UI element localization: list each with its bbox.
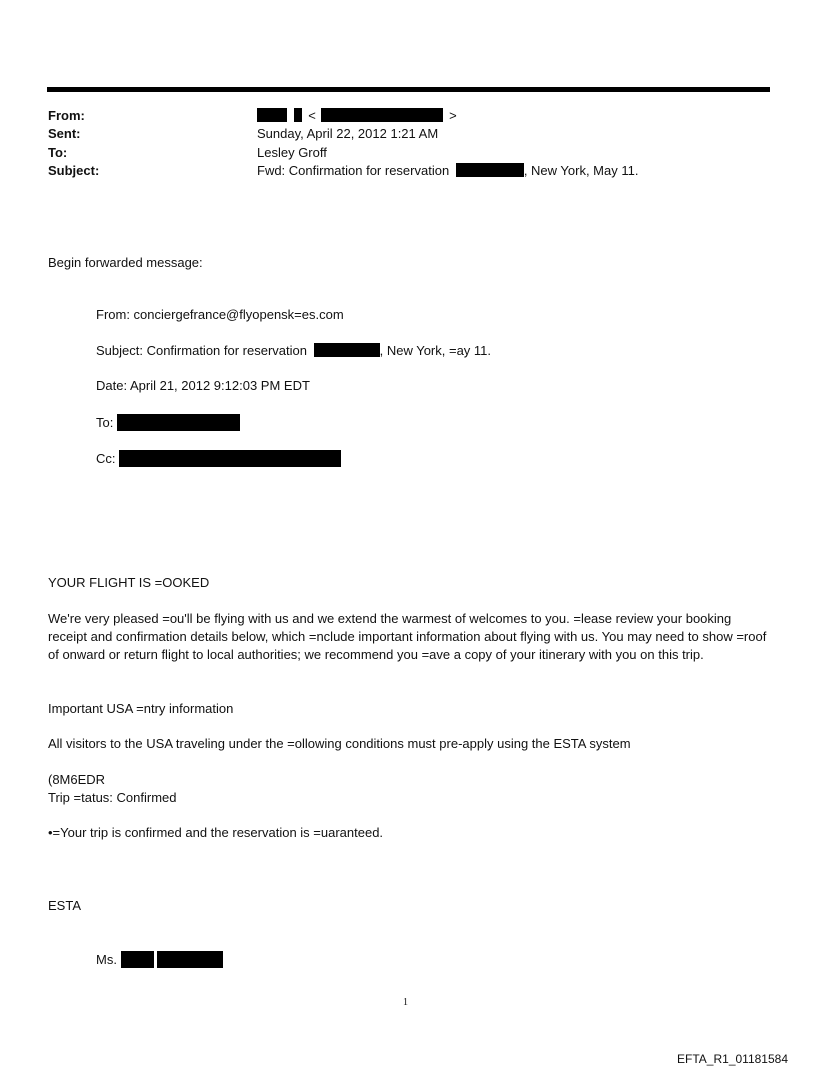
sent-value: Sunday, April 22, 2012 1:21 AM	[257, 126, 439, 141]
redaction-bar	[157, 951, 223, 968]
important-info: Important USA =ntry information	[48, 701, 234, 716]
redaction-bar	[121, 951, 154, 968]
fwd-cc-label: Cc:	[96, 451, 116, 466]
from-lt: <	[308, 108, 316, 123]
fwd-subject-prefix: Subject: Confirmation for reservation	[96, 343, 307, 358]
redaction-bar	[314, 343, 380, 357]
redaction-bar	[321, 108, 443, 122]
fwd-from: From: conciergefrance@flyopensk=es.com	[96, 307, 344, 322]
from-value	[257, 108, 457, 123]
to-value: Lesley Groff	[257, 145, 327, 160]
redaction-bar	[117, 414, 240, 431]
fwd-to-label: To:	[96, 415, 114, 430]
header-rule	[47, 87, 770, 92]
fwd-cc	[96, 450, 341, 467]
subject-value	[257, 163, 638, 178]
trip-status: Trip =tatus: Confirmed	[48, 790, 177, 805]
redaction-bar	[294, 108, 302, 122]
esta-label: ESTA	[48, 898, 81, 913]
fwd-subject	[96, 343, 491, 358]
ms-label: Ms.	[96, 952, 117, 967]
subject-prefix: Fwd: Confirmation for reservation	[257, 163, 450, 178]
passenger-name	[96, 951, 223, 968]
fwd-date: Date: April 21, 2012 9:12:03 PM EDT	[96, 378, 310, 393]
subject-suffix: , New York, May 11.	[523, 163, 639, 178]
from-gt: >	[449, 108, 457, 123]
redaction-bar	[257, 108, 287, 122]
redaction-bar	[456, 163, 524, 177]
fwd-subject-suffix: , New York, =ay 11.	[379, 343, 492, 358]
to-label: To:	[48, 145, 68, 160]
reservation-code: (8M6EDR	[48, 772, 106, 787]
booked-heading: YOUR FLIGHT IS =OOKED	[48, 575, 210, 590]
fwd-to	[96, 414, 240, 431]
bates-stamp: EFTA_R1_01181584	[677, 1052, 788, 1066]
sent-label: Sent:	[48, 126, 81, 141]
visitors-text: All visitors to the USA traveling under the =ollowing conditions must pre-apply using the ESTA system	[48, 736, 631, 751]
from-label: From:	[48, 108, 85, 123]
subject-label: Subject:	[48, 163, 100, 178]
welcome-paragraph: We're very pleased =ou'll be flying with us and we extend the warmest of welcomes to you. =lease review your booking receipt and confirmation details below, which =nclude important information about flying with us. You may need to show =roof of onward or return flight to local authorities; we recommend you =ave a copy of your itinerary with you on this trip.	[48, 611, 767, 662]
confirmation-bullet: •=Your trip is confirmed and the reservation is =uaranteed.	[48, 825, 384, 840]
redaction-bar	[119, 450, 341, 467]
page-number: 1	[403, 997, 408, 1008]
forward-intro: Begin forwarded message:	[48, 255, 203, 270]
